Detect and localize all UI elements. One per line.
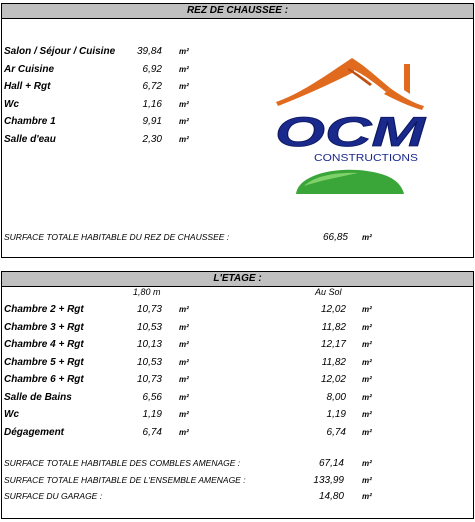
etage-room-area-sol: 1,19: [326, 409, 346, 420]
etage-room-unit-sol: m²: [362, 427, 372, 437]
rdc-room-area: 1,16: [142, 98, 162, 110]
etage-room-area-sol: 6,74: [326, 426, 346, 438]
logo-text: OCM: [275, 108, 427, 155]
etage-room-unit-180: m²: [179, 410, 189, 419]
etage-room-area-180: 10,73: [136, 374, 162, 385]
etage-total-unit: m²: [362, 476, 372, 485]
etage-total-label: SURFACE TOTALE HABITABLE DES COMBLES AMENAGE :: [4, 458, 241, 468]
etage-room-unit-sol: m²: [362, 340, 372, 349]
etage-room-unit-180: m²: [179, 357, 189, 367]
etage-room-unit-180: m²: [179, 427, 189, 437]
rdc-room-area: 6,72: [142, 81, 162, 92]
etage-header: [1, 271, 474, 287]
rdc-room-unit: m²: [179, 99, 189, 109]
etage-room-unit-180: m²: [179, 375, 189, 384]
etage-room-unit-sol: m²: [362, 375, 372, 384]
rdc-room-area: 39,84: [136, 46, 162, 57]
etage-room-name: Chambre 2 + Rgt: [4, 304, 84, 315]
rdc-title: REZ DE CHAUSSEE :: [186, 5, 289, 16]
rdc-room-name: Wc: [4, 98, 19, 110]
etage-room-unit-sol: m²: [362, 322, 372, 332]
etage-room-unit-sol: m²: [362, 305, 372, 314]
etage-room-unit-sol: m²: [362, 392, 372, 402]
rdc-room-unit: m²: [179, 134, 189, 144]
rdc-room-name: Hall + Rgt: [4, 81, 51, 92]
etage-room-unit-180: m²: [179, 305, 189, 314]
etage-room-area-sol: 12,02: [320, 304, 346, 315]
etage-room-area-sol: 12,17: [320, 339, 346, 350]
etage-room-area-180: 10,73: [136, 304, 162, 315]
rdc-room-area: 9,91: [142, 116, 162, 127]
etage-room-unit-180: m²: [179, 322, 189, 332]
rdc-room-unit: m²: [179, 117, 189, 126]
etage-room-area-sol: 11,82: [321, 356, 346, 368]
rdc-room-name: Ar Cuisine: [4, 63, 55, 75]
rdc-room-area: 6,92: [142, 63, 162, 75]
etage-room-unit-sol: m²: [362, 357, 372, 367]
etage-room-unit-sol: m²: [362, 410, 372, 419]
etage-room-area-sol: 11,82: [321, 321, 346, 333]
etage-room-unit-180: m²: [179, 392, 189, 402]
etage-room-area-180: 10,53: [136, 356, 162, 368]
etage-room-area-180: 6,56: [142, 391, 162, 403]
etage-col-180-header: 1,80 m: [133, 287, 161, 297]
etage-room-name: Chambre 3 + Rgt: [4, 321, 84, 333]
logo-subtitle: CONSTRUCTIONS: [314, 153, 419, 164]
etage-room-area-180: 10,13: [136, 339, 162, 350]
etage-room-area-180: 10,53: [136, 321, 162, 333]
rdc-total-unit: m²: [362, 233, 372, 242]
etage-room-name: Chambre 5 + Rgt: [4, 356, 84, 368]
rdc-room-name: Salon / Séjour / Cuisine: [4, 46, 116, 57]
logo-roof-icon: [276, 58, 390, 106]
rdc-room-unit: m²: [179, 82, 189, 91]
rdc-room-name: Salle d'eau: [4, 133, 56, 145]
rdc-room-area: 2,30: [142, 133, 162, 145]
etage-title: L'ETAGE :: [213, 273, 262, 284]
etage-total-label: SURFACE DU GARAGE :: [4, 491, 103, 501]
etage-room-unit-180: m²: [179, 340, 189, 349]
etage-room-name: Salle de Bains: [4, 391, 72, 403]
etage-room-area-180: 6,74: [142, 426, 162, 438]
rdc-room-name: Chambre 1: [4, 116, 56, 127]
etage-room-name: Chambre 6 + Rgt: [4, 374, 84, 385]
etage-total-value: 14,80: [318, 491, 344, 502]
rdc-room-unit: m²: [179, 47, 189, 56]
etage-total-value: 133,99: [313, 475, 344, 486]
etage-total-unit: m²: [362, 492, 372, 501]
etage-total-label: SURFACE TOTALE HABITABLE DE L'ENSEMBLE AMENAGE :: [4, 475, 246, 485]
etage-room-area-180: 1,19: [142, 409, 162, 420]
rdc-total-value: 66,85: [322, 232, 348, 243]
etage-room-area-sol: 8,00: [326, 391, 346, 403]
etage-total-value: 67,14: [318, 458, 344, 469]
rdc-header: [1, 3, 474, 19]
etage-room-area-sol: 12,02: [320, 374, 346, 385]
rdc-total-label: SURFACE TOTALE HABITABLE DU REZ DE CHAUSSEE :: [4, 232, 230, 242]
etage-col-sol-header: Au Sol: [315, 287, 342, 297]
etage-room-name: Wc: [4, 409, 19, 420]
etage-total-unit: m²: [362, 459, 372, 468]
ocm-logo: [270, 54, 430, 199]
etage-room-name: Dégagement: [4, 426, 65, 438]
rdc-room-unit: m²: [179, 64, 189, 74]
etage-room-name: Chambre 4 + Rgt: [4, 339, 84, 350]
